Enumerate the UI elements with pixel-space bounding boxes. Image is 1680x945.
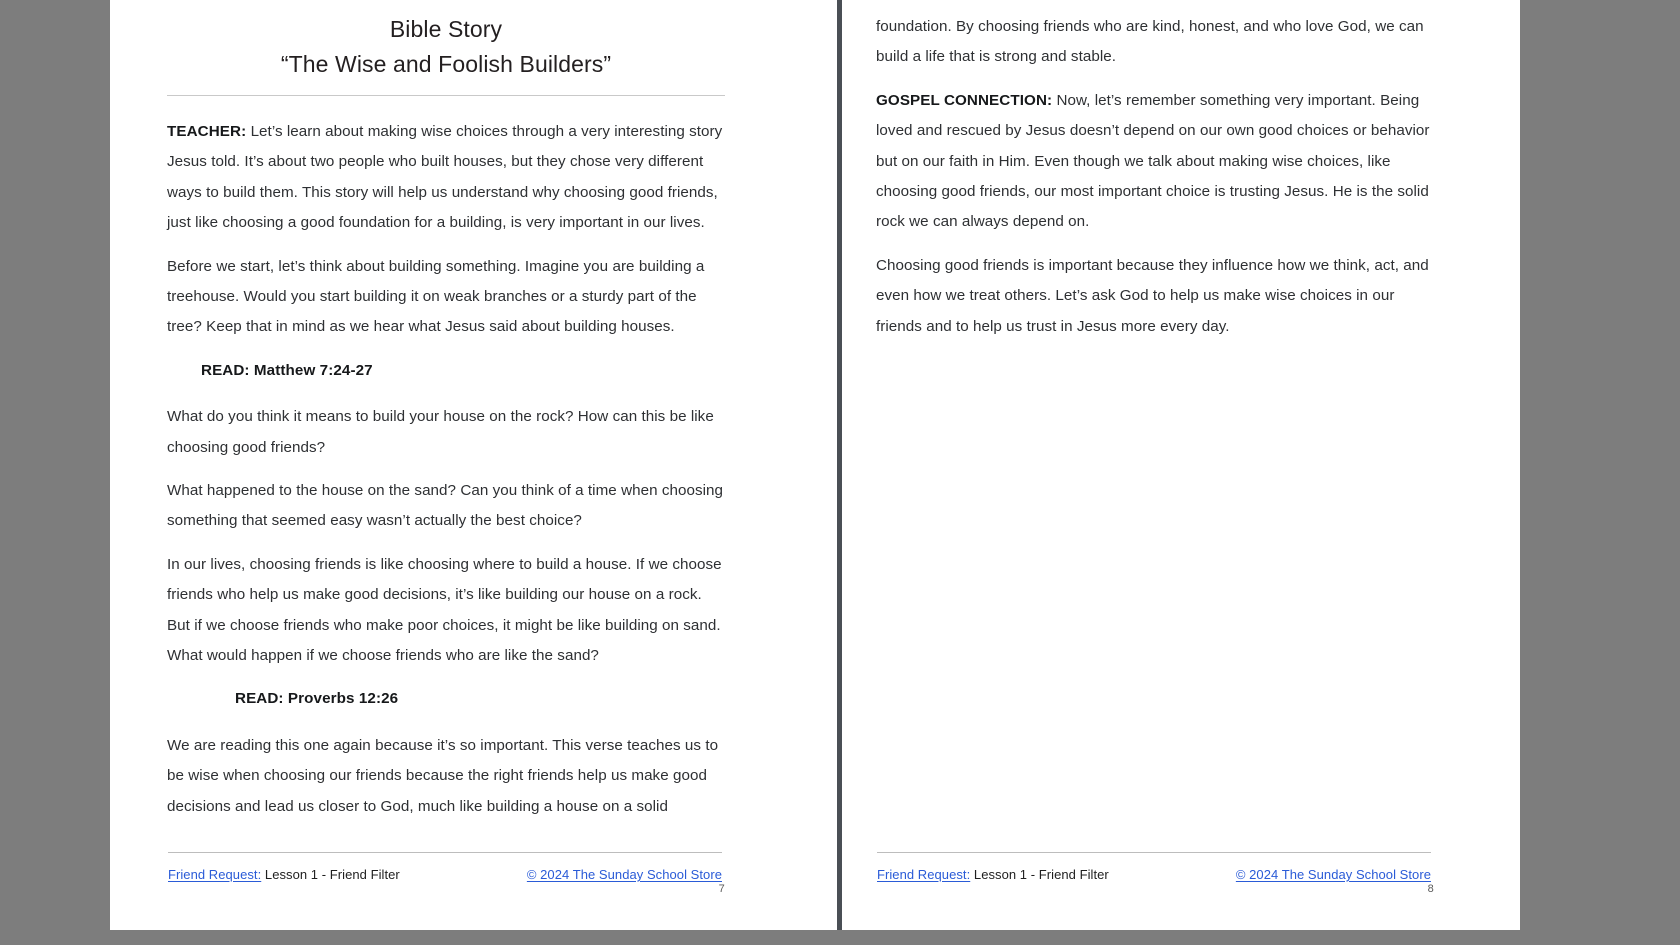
footer-divider	[168, 852, 722, 853]
page-right-content	[876, 12, 1434, 355]
footer-divider	[877, 852, 1431, 853]
footer-series-link[interactable]: Friend Request:	[168, 867, 262, 882]
paragraph-gospel-connection	[876, 86, 1434, 238]
footer-lesson-text: Lesson 1 - Friend Filter	[261, 867, 400, 882]
title-line-1: Bible Story	[389, 16, 503, 42]
page-left-footer	[168, 852, 725, 912]
paragraph-text: Let’s learn about making wise choices through a very interesting story Jesus told. It’s about two people who built houses, but they chose very different ways to build them. This story will help us understand why choosing good friends, just like choosing a good foundation for a building, is very important in our lives.	[167, 122, 723, 232]
footer-copyright	[1236, 867, 1431, 882]
paragraph-foundation: foundation. By choosing friends who are kind, honest, and who love God, we can build a life that is strong and stable.	[876, 18, 1424, 66]
page-right-footer	[877, 852, 1434, 912]
paragraph-verse-teaches: We are reading this one again because it’s so important. This verse teaches us to be wise when choosing our friends because the right friends help us make good decisions and lead us closer to God, much like building a house on a solid	[167, 736, 719, 815]
page-spread	[110, 0, 1570, 945]
page-left	[110, 0, 837, 930]
paragraph-closing: Choosing good friends is important because they influence how we think, act, and even how we treat others. Let’s ask God to help us make wise choices in our friends and to help us trust in Jesus more every day.	[876, 256, 1429, 335]
footer-row	[877, 867, 1434, 895]
read-reference-matthew: READ: Matthew 7:24-27	[201, 361, 373, 379]
page-title	[167, 12, 725, 82]
page-right	[842, 0, 1520, 930]
page-number: 8	[1427, 883, 1434, 895]
footer-series-link[interactable]: Friend Request:	[877, 867, 971, 882]
page-right-body	[842, 0, 1520, 930]
footer-copyright-link[interactable]: © 2024 The Sunday School Store	[1235, 867, 1431, 882]
footer-lesson-text: Lesson 1 - Friend Filter	[970, 867, 1109, 882]
footer-copyright	[527, 867, 722, 882]
page-left-body	[110, 0, 837, 930]
title-line-2: “The Wise and Foolish Builders”	[280, 50, 612, 77]
paragraph-lead-label: GOSPEL CONNECTION:	[876, 91, 1053, 109]
paragraph-lead-label: TEACHER:	[167, 122, 247, 140]
paragraph-before-we-start: Before we start, let’s think about building something. Imagine you are building a treehouse. Would you start building it on weak branches or a sturdy part of the tree? Keep that in mind as we hear what Jesus said about building houses.	[167, 257, 705, 336]
paragraph-text: Now, let’s remember something very important. Being loved and rescued by Jesus doesn’t depend on our own good choices or behavior but on our faith in Him. Even though we talk about making wise choices, like choosing good friends, our most important choice is trusting Jesus. He is the solid rock we can always depend on.	[876, 91, 1430, 231]
paragraph-teacher	[167, 117, 725, 239]
page-left-content	[167, 12, 725, 835]
footer-lesson-label	[168, 867, 400, 882]
paragraph-question-rock: What do you think it means to build your house on the rock? How can this be like choosing good friends?	[167, 408, 714, 456]
read-reference-proverbs: READ: Proverbs 12:26	[235, 690, 399, 708]
footer-copyright-link[interactable]: © 2024 The Sunday School Store	[526, 867, 722, 882]
footer-row	[168, 867, 725, 895]
paragraph-choosing-friends: In our lives, choosing friends is like choosing where to build a house. If we choose friends who help us make good decisions, it’s like building our house on a rock. But if we choose friends who make poor choices, it might be like building on sand. What would happen if we choose friends who are like the sand?	[167, 555, 722, 664]
title-divider	[167, 95, 725, 96]
footer-lesson-label	[877, 867, 1109, 882]
paragraph-question-sand: What happened to the house on the sand? Can you think of a time when choosing something that seemed easy wasn’t actually the best choice?	[167, 481, 724, 530]
page-number: 7	[718, 883, 725, 895]
